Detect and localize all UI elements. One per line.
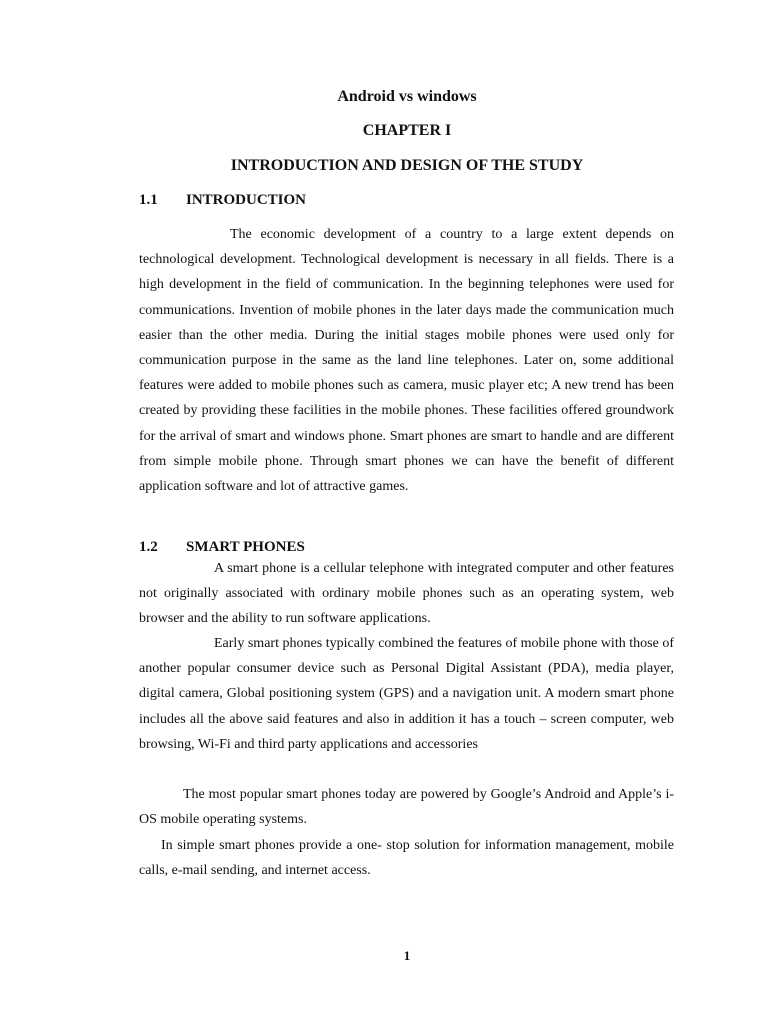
chapter-label: CHAPTER I bbox=[362, 122, 452, 139]
section-title: INTRODUCTION bbox=[186, 192, 307, 208]
paragraph-introduction: The economic development of a country to a large extent depends on technological development. Technological development is necessary in all fields. There is a high development in the field of communication. In the beginning telephones were used for communications. Invention of mobile phones in the later days made the communication much easier than the other media. During the initial stages mobile phones were used only for communication purpose in the same as the land line telephones. Later on, some additional features were added to mobile phones such as camera, music player etc; A new trend has been created by providing these facilities in the mobile phones. These facilities offered groundwork for the arrival of smart and windows phone. Smart phones are smart to handle and are different from simple mobile phone. Through smart phones we can have the benefit of different application software and lot of attractive games. bbox=[139, 227, 674, 495]
chapter-title: INTRODUCTION AND DESIGN OF THE STUDY bbox=[230, 157, 584, 174]
paragraph-popular-smart-phones: The most popular smart phones today are powered by Google’s Android and Apple’s i-OS mobile operating systems. bbox=[139, 787, 674, 828]
paragraph-one-stop-solution: In simple smart phones provide a one- stop solution for information management, mobile calls, e-mail sending, and internet access. bbox=[139, 838, 674, 879]
section-number: 1.2 bbox=[139, 539, 158, 555]
section-title: SMART PHONES bbox=[186, 539, 305, 555]
section-heading-introduction bbox=[139, 192, 306, 209]
section-number: 1.1 bbox=[139, 192, 158, 208]
page-number: 1 bbox=[403, 948, 411, 963]
paragraph-early-smart-phones: Early smart phones typically combined the features of mobile phone with those of another popular consumer device such as Personal Digital Assistant (PDA), media player, digital camera, Global positioning system (GPS) and a navigation unit. A modern smart phone includes all the above said features and also in addition it has a touch – screen computer, web browsing, Wi-Fi and third party applications and accessories bbox=[139, 636, 674, 752]
document-title: Android vs windows bbox=[337, 88, 477, 105]
section-heading-smart-phones bbox=[139, 539, 305, 556]
paragraph-smart-phone-definition: A smart phone is a cellular telephone with integrated computer and other features not originally associated with ordinary mobile phones such as an operating system, web browser and the ability to run software applications. bbox=[139, 561, 674, 627]
